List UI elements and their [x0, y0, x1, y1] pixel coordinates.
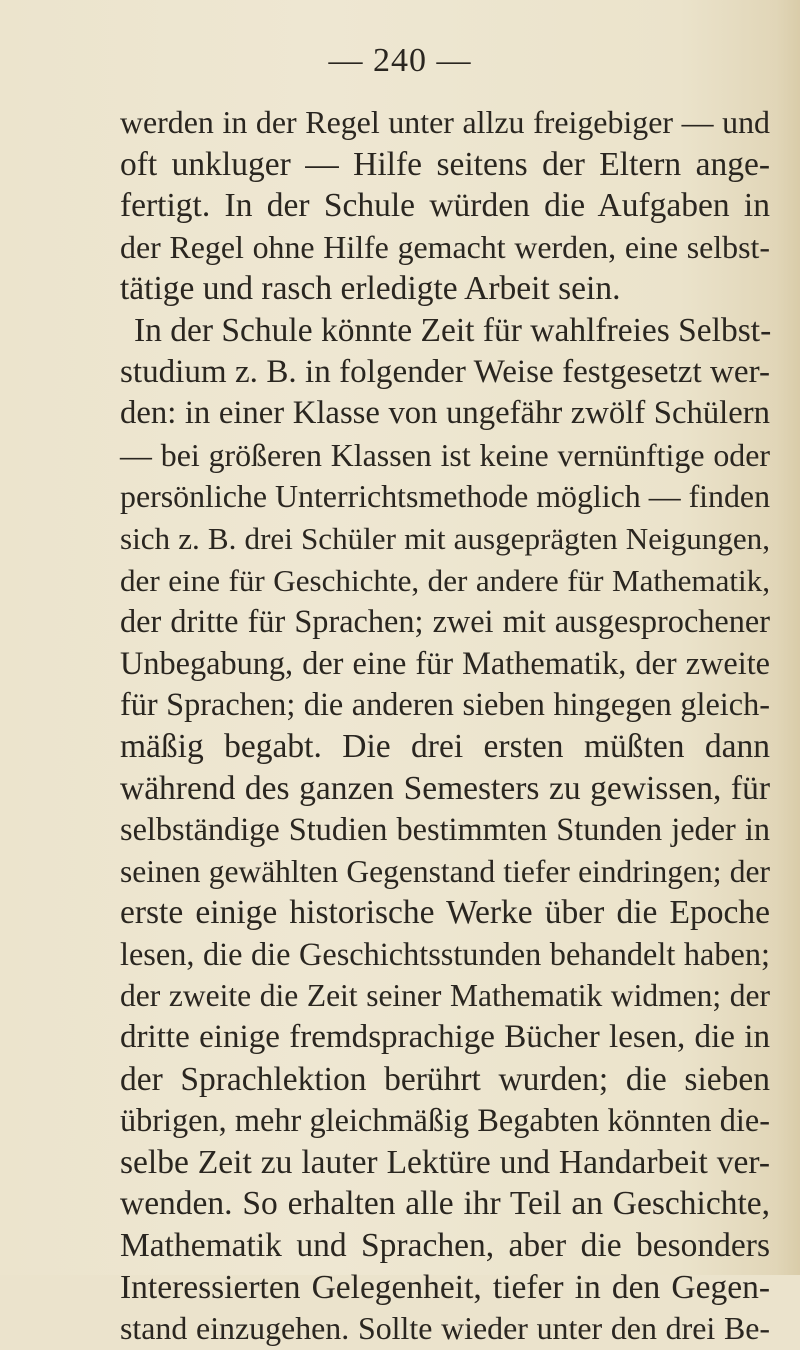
- text-line: In der Schule könnte Zeit für wahlfreies Selbst-: [134, 311, 772, 349]
- text-line: übrigen, mehr gleichmäßig Begabten könnten die-: [120, 1102, 770, 1139]
- text-line: dritte einige fremdsprachige Bücher lesen, die in: [120, 1019, 770, 1056]
- text-line: oft unkluger — Hilfe seitens der Eltern ange-: [120, 145, 770, 183]
- text-line: mäßig begabt. Die drei ersten müßten dann: [120, 727, 770, 765]
- text-line: fertigt. In der Schule würden die Aufgaben in: [120, 187, 770, 225]
- text-line: erste einige historische Werke über die Epoche: [120, 894, 770, 932]
- text-line: Mathematik und Sprachen, aber die besonders: [120, 1227, 770, 1265]
- page-number: — 240 —: [328, 42, 472, 79]
- text-line: selbständige Studien bestimmten Stunden jeder in: [120, 811, 770, 848]
- text-line: selbe Zeit zu lauter Lektüre und Handarbeit ver-: [120, 1143, 770, 1181]
- text-line: der dritte für Sprachen; zwei mit ausgesprochener: [120, 603, 770, 640]
- text-line: Interessierten Gelegenheit, tiefer in den Gegen-: [120, 1268, 770, 1306]
- text-line: werden in der Regel unter allzu freigebiger — und: [120, 105, 770, 140]
- text-line: studium z. B. in folgender Weise festgesetzt wer-: [120, 353, 770, 390]
- text-line: während des ganzen Semesters zu gewissen, für: [120, 769, 770, 807]
- text-line: der Regel ohne Hilfe gemacht werden, eine selbst-: [120, 229, 770, 265]
- text-line: seinen gewählten Gegenstand tiefer eindringen; der: [120, 853, 770, 889]
- text-line: wenden. So erhalten alle ihr Teil an Geschichte,: [120, 1185, 770, 1223]
- text-line: lesen, die die Geschichtsstunden behandelt haben;: [120, 935, 770, 972]
- text-line: der zweite die Zeit seiner Mathematik widmen; der: [120, 978, 770, 1014]
- text-line: Unbegabung, der eine für Mathematik, der zweite: [120, 644, 770, 681]
- body-text: [120, 102, 770, 1350]
- text-line: persönliche Unterrichtsmethode möglich — finden: [120, 479, 771, 515]
- text-line: den: in einer Klasse von ungefähr zwölf Schülern: [120, 395, 770, 432]
- text-line: der Sprachlektion berührt wurden; die sieben: [120, 1060, 770, 1098]
- text-line: der eine für Geschichte, der andere für Mathematik,: [120, 562, 770, 598]
- text-line: für Sprachen; die anderen sieben hingegen gleich-: [120, 686, 770, 723]
- text-line: — bei größeren Klassen ist keine vernünftige oder: [120, 437, 770, 473]
- text-line: sich z. B. drei Schüler mit ausgeprägten Neigungen,: [120, 520, 770, 556]
- text-line: stand einzugehen. Sollte wieder unter den drei Be-: [120, 1311, 770, 1347]
- text-line: tätige und rasch erledigte Arbeit sein.: [120, 270, 621, 308]
